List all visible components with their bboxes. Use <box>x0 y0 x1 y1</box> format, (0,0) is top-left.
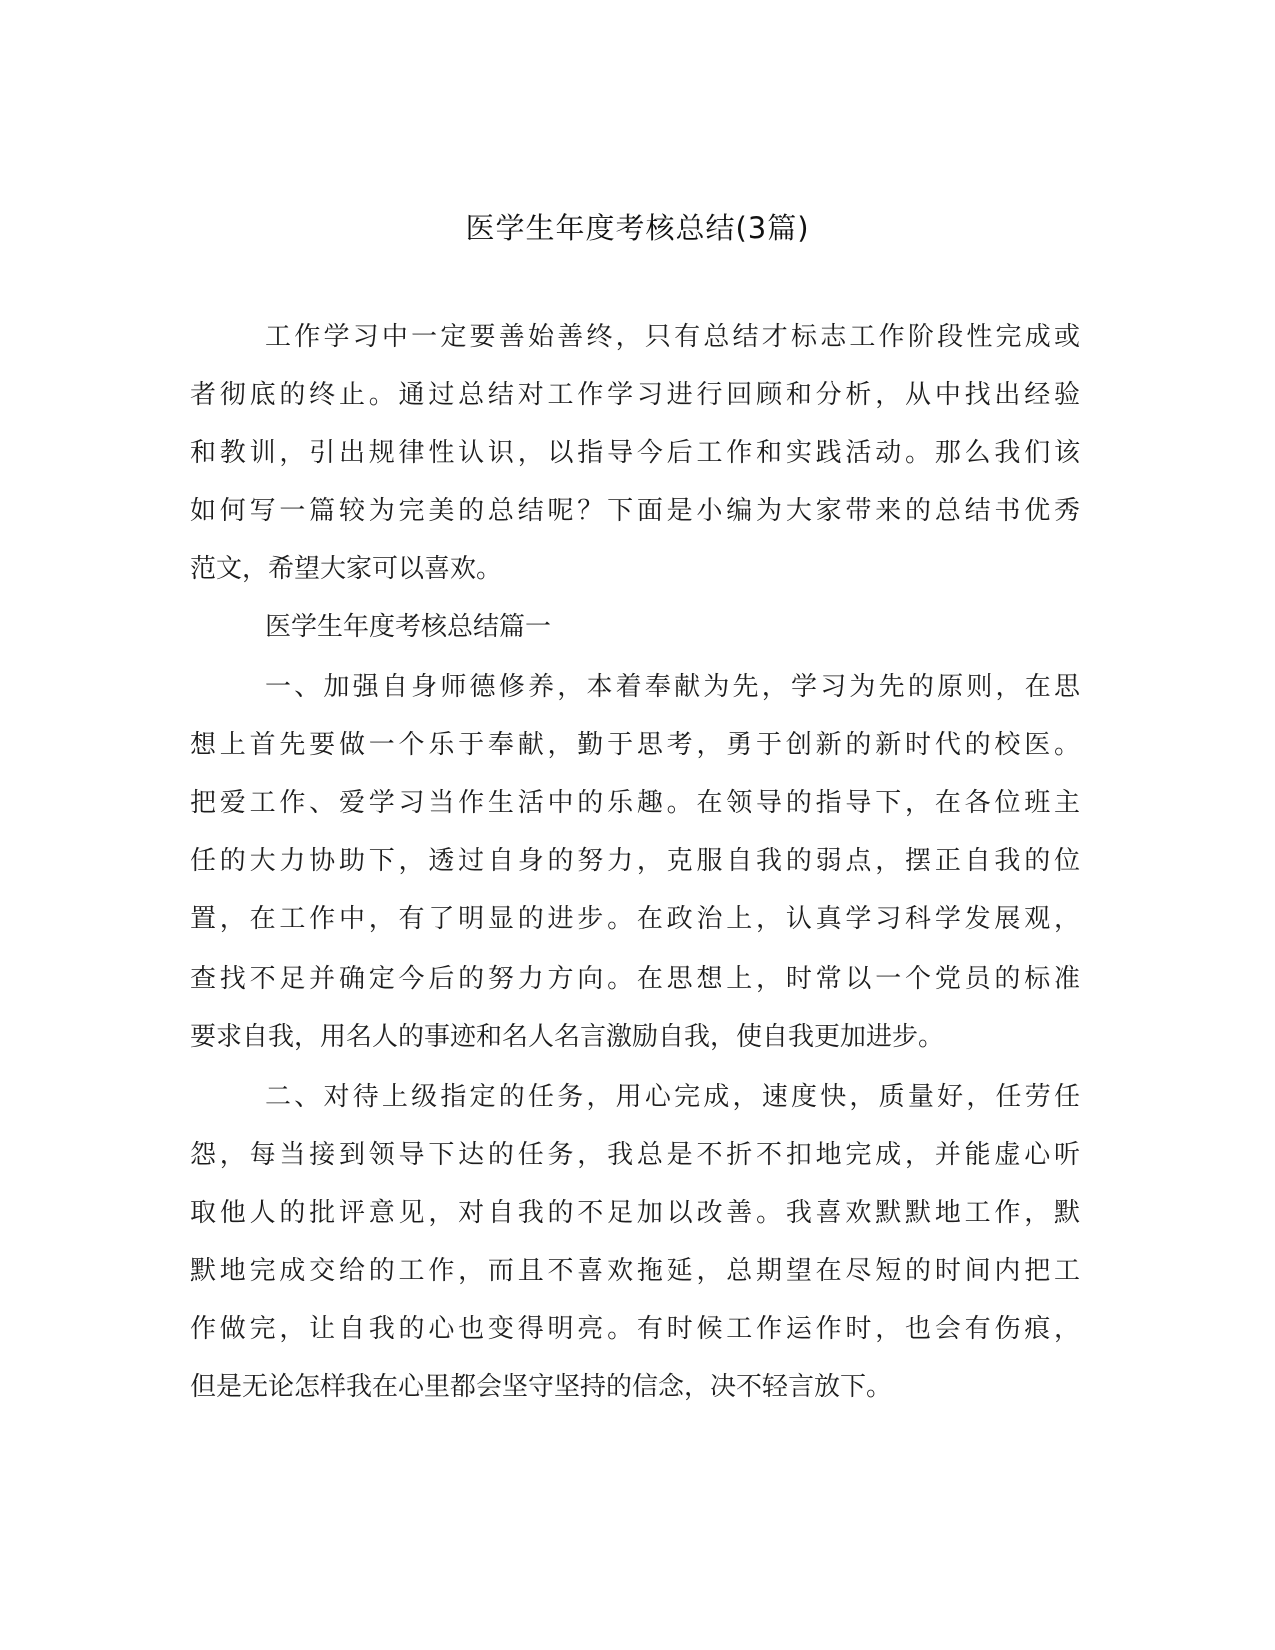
text-line: 范文，希望大家可以喜欢。 <box>190 554 503 584</box>
text-line: 要求自我，用名人的事迹和名人名言激励自我，使自我更加进步。 <box>190 1022 945 1052</box>
text-line: 作做完，让自我的心也变得明亮。有时候工作运作时，也会有伤痕， <box>190 1314 1080 1344</box>
text-line: 者彻底的终止。通过总结对工作学习进行回顾和分析，从中找出经验 <box>190 380 1080 410</box>
text-line: 如何写一篇较为完美的总结呢？下面是小编为大家带来的总结书优秀 <box>190 496 1080 526</box>
text-line: 取他人的批评意见，对自我的不足加以改善。我喜欢默默地工作，默 <box>190 1198 1080 1228</box>
document-title: 医学生年度考核总结(3篇) <box>465 211 810 245</box>
text-line: 置，在工作中，有了明显的进步。在政治上，认真学习科学发展观， <box>190 904 1080 934</box>
text-line: 查找不足并确定今后的努力方向。在思想上，时常以一个党员的标准 <box>190 964 1080 994</box>
text-line: 怨，每当接到领导下达的任务，我总是不折不扣地完成，并能虚心听 <box>190 1140 1080 1170</box>
text-line: 默地完成交给的工作，而且不喜欢拖延，总期望在尽短的时间内把工 <box>190 1256 1080 1286</box>
text-line: 但是无论怎样我在心里都会坚守坚持的信念，决不轻言放下。 <box>190 1372 893 1402</box>
text-line: 任的大力协助下，透过自身的努力，克服自我的弱点，摆正自我的位 <box>190 846 1080 876</box>
text-line: 和教训，引出规律性认识，以指导今后工作和实践活动。那么我们该 <box>190 438 1080 468</box>
text-line: 一、加强自身师德修养，本着奉献为先，学习为先的原则，在思 <box>265 672 1080 702</box>
text-line: 想上首先要做一个乐于奉献，勤于思考，勇于创新的新时代的校医。 <box>190 730 1080 760</box>
text-line: 二、对待上级指定的任务，用心完成，速度快，质量好，任劳任 <box>265 1082 1080 1112</box>
section-heading: 医学生年度考核总结篇一 <box>265 612 552 642</box>
text-line: 把爱工作、爱学习当作生活中的乐趣。在领导的指导下，在各位班主 <box>190 788 1080 818</box>
text-line: 工作学习中一定要善始善终，只有总结才标志工作阶段性完成或 <box>265 322 1080 352</box>
